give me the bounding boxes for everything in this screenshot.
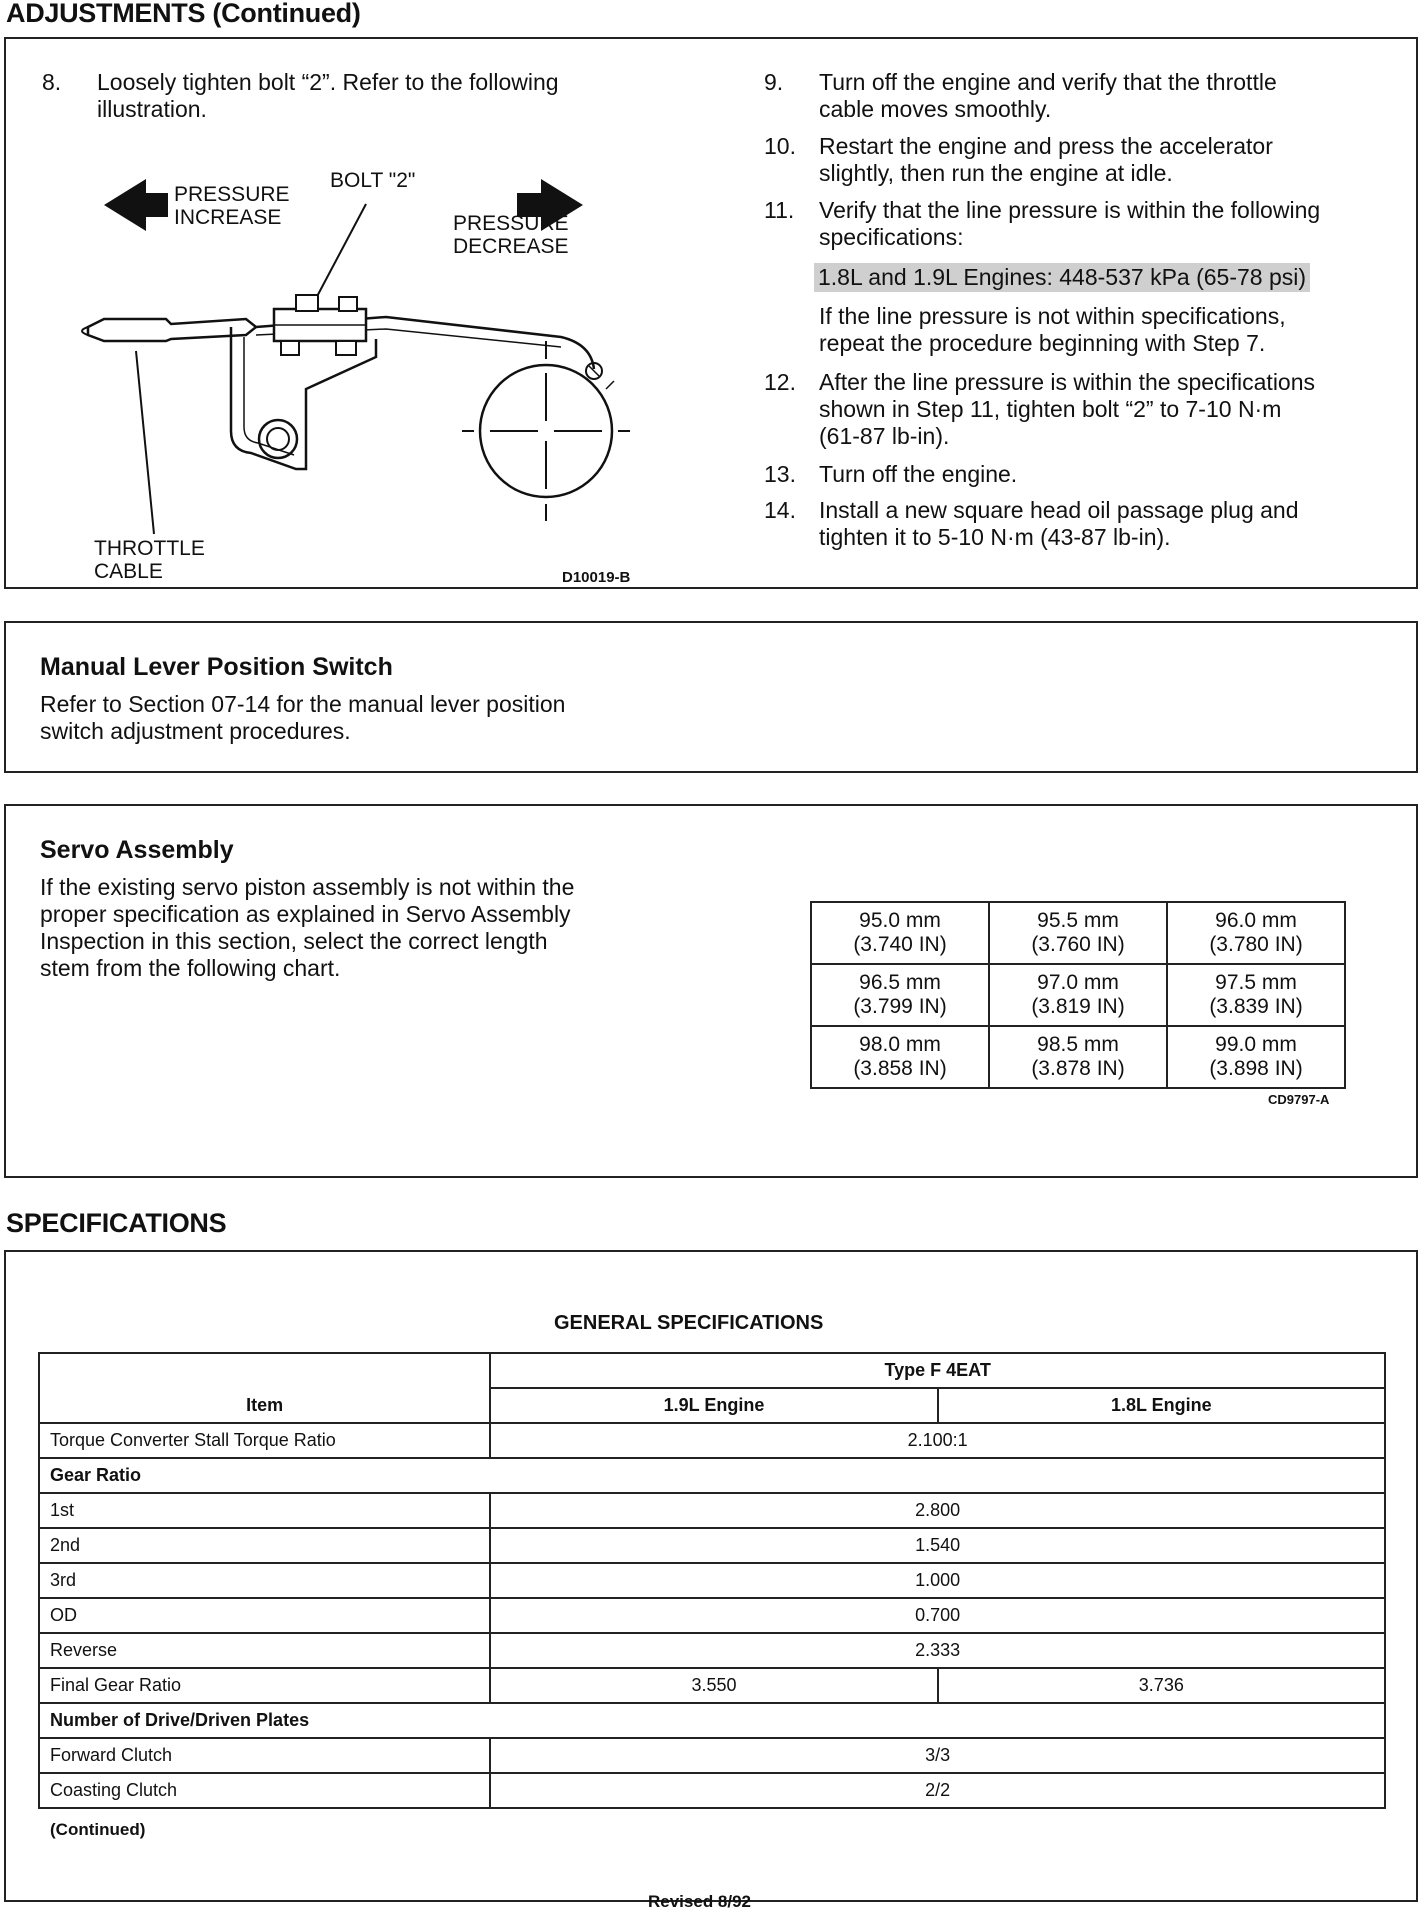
continued-note: (Continued) [50,1820,146,1839]
step-14 [764,497,1404,557]
step-text: Verify that the line pressure is within the following [819,197,1321,223]
step-text: Turn off the engine. [819,461,1018,487]
servo-stem-chart [810,901,1346,1089]
manual-lever-box [4,621,1418,773]
step-number: 8. [42,69,62,95]
figure-code: D10019-B [562,569,631,586]
row-item: 2nd [39,1528,490,1563]
spec-note-line: If the line pressure is not within specifications, [819,303,1286,329]
servo-cell: 95.0 mm (3.740 IN) [811,902,989,964]
step-text: Turn off the engine and verify that the throttle [819,69,1277,95]
servo-row [811,1026,1345,1088]
pressure-decrease-label-line2: DECREASE [453,235,569,258]
table-header-row [39,1353,1385,1388]
table-row [39,1598,1385,1633]
step-text: Loosely tighten bolt “2”. Refer to the following [97,69,559,95]
step-9 [764,69,1404,129]
throttle-cable-label-line2: CABLE [94,560,163,583]
table-row [39,1668,1385,1703]
step-number: 9. [764,69,784,95]
step-number: 14. [764,497,796,523]
servo-cell: 97.5 mm (3.839 IN) [1167,964,1345,1026]
servo-cell: 98.5 mm (3.878 IN) [989,1026,1167,1088]
table-row [39,1528,1385,1563]
row-value-18: 3.736 [938,1668,1385,1703]
line-pressure-spec-value: 1.8L and 1.9L Engines: 448-537 kPa (65-78 psi) [814,263,1310,292]
row-item: 1st [39,1493,490,1528]
servo-cell: 97.0 mm (3.819 IN) [989,964,1167,1026]
specifications-heading: SPECIFICATIONS [6,1208,227,1238]
servo-row [811,902,1345,964]
type-header: Type F 4EAT [490,1353,1385,1388]
row-item: OD [39,1598,490,1633]
row-value-19: 3.550 [490,1668,937,1703]
servo-cell: 96.0 mm (3.780 IN) [1167,902,1345,964]
row-value: 2.333 [490,1633,1385,1668]
step-number: 11. [764,197,795,223]
row-value: 3/3 [490,1738,1385,1773]
row-item: Forward Clutch [39,1738,490,1773]
adjustments-box [4,37,1418,589]
servo-line: proper specification as explained in Servo Assembly [40,901,571,927]
step-number: 12. [764,369,796,395]
manual-lever-title: Manual Lever Position Switch [40,653,393,681]
table-row [39,1563,1385,1598]
step-text: shown in Step 11, tighten bolt “2” to 7-10 N·m [819,396,1282,422]
manual-lever-line: Refer to Section 07-14 for the manual lever position [40,691,566,717]
adjustments-heading: ADJUSTMENTS (Continued) [6,0,361,28]
row-value: 0.700 [490,1598,1385,1633]
item-header: Item [39,1353,490,1423]
table-row [39,1703,1385,1738]
table-row [39,1738,1385,1773]
pressure-increase-arrow-icon [104,179,168,231]
step-8 [42,69,682,129]
step-number: 13. [764,461,796,487]
manual-lever-line: switch adjustment procedures. [40,718,351,744]
servo-line: If the existing servo piston assembly is not within the [40,874,575,900]
step-12 [764,369,1404,455]
step-10 [764,133,1404,193]
throttle-adjustment-diagram [6,159,706,586]
servo-assembly-title: Servo Assembly [40,836,234,864]
step-text: illustration. [97,96,207,122]
spec-note [819,303,1419,363]
row-value: 1.540 [490,1528,1385,1563]
pressure-increase-label-line1: PRESSURE [174,183,290,206]
engine-18-header: 1.8L Engine [938,1388,1385,1423]
section-heading: Gear Ratio [39,1458,1385,1493]
servo-line: Inspection in this section, select the correct length [40,928,548,954]
step-text: After the line pressure is within the specifications [819,369,1316,395]
step-text: slightly, then run the engine at idle. [819,160,1173,186]
step-text: Restart the engine and press the accelerator [819,133,1273,159]
row-item: Coasting Clutch [39,1773,490,1808]
table-row [39,1423,1385,1458]
step-11 [764,197,1404,257]
throttle-cable-label-line1: THROTTLE [94,537,205,560]
spec-note-line: repeat the procedure beginning with Step 7. [819,330,1266,356]
bolt-2-label: BOLT "2" [330,169,416,192]
row-value: 2.100:1 [490,1423,1385,1458]
pressure-increase-label-line2: INCREASE [174,206,282,229]
step-text: (61-87 lb-in). [819,423,950,449]
servo-cell: 95.5 mm (3.760 IN) [989,902,1167,964]
row-item: 3rd [39,1563,490,1598]
row-item: Torque Converter Stall Torque Ratio [39,1423,490,1458]
row-value: 2.800 [490,1493,1385,1528]
servo-line: stem from the following chart. [40,955,341,981]
table-row [39,1458,1385,1493]
row-item: Reverse [39,1633,490,1668]
servo-assembly-box [4,804,1418,1178]
servo-figure-code: CD9797-A [1268,1092,1330,1107]
engine-19-header: 1.9L Engine [490,1388,937,1423]
general-specifications-table [38,1352,1386,1809]
step-text: tighten it to 5-10 N·m (43-87 lb-in). [819,524,1171,550]
specifications-box [4,1250,1418,1902]
servo-assembly-text [40,874,574,982]
table-row [39,1633,1385,1668]
table-row [39,1773,1385,1808]
servo-cell: 96.5 mm (3.799 IN) [811,964,989,1026]
step-number: 10. [764,133,796,159]
servo-cell: 98.0 mm (3.858 IN) [811,1026,989,1088]
section-heading: Number of Drive/Driven Plates [39,1703,1385,1738]
step-text: cable moves smoothly. [819,96,1052,122]
row-item: Final Gear Ratio [39,1668,490,1703]
step-text: specifications: [819,224,964,250]
revision-footer: Revised 8/92 [648,1892,752,1911]
manual-lever-text [40,691,565,745]
pressure-decrease-label-line1: PRESSURE [453,212,569,235]
diagram-drawing [6,159,706,579]
line-pressure-spec [814,263,1414,292]
step-13 [764,461,1404,491]
servo-row [811,964,1345,1026]
row-value: 2/2 [490,1773,1385,1808]
servo-cell: 99.0 mm (3.898 IN) [1167,1026,1345,1088]
step-text: Install a new square head oil passage plug and [819,497,1299,523]
general-specifications-title: GENERAL SPECIFICATIONS [554,1312,824,1334]
row-value: 1.000 [490,1563,1385,1598]
table-row [39,1493,1385,1528]
